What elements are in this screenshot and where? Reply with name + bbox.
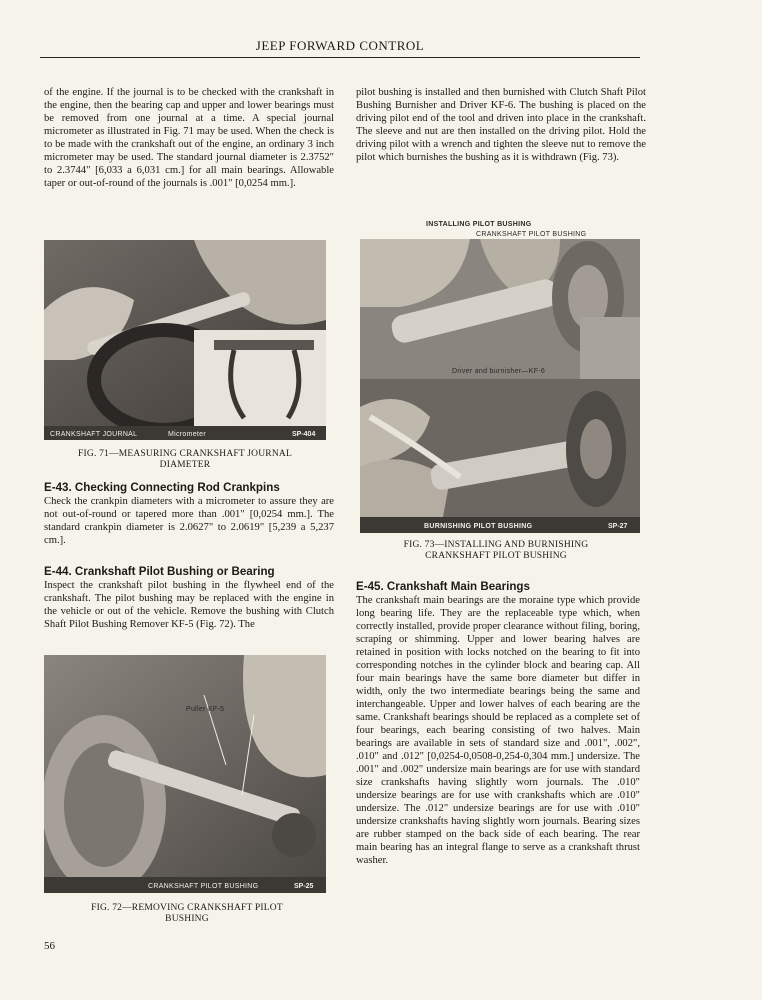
left-column: [44, 86, 334, 190]
fig73-label-driver: Driver and burnisher—KF-6: [452, 368, 546, 375]
fig72-caption: FIG. 72—REMOVING CRANKSHAFT PILOT BUSHING: [91, 903, 283, 924]
section-e45-text: The crankshaft main bearings are the moraine type which provide long bearing life. They are the replaceable type which, when correctly installed, provide proper clearance without filing, boring, scraping or shimming. Upper and lower bearing halves are retained in position with locks notched on the bearing to fit into corresponding notches in the cylinder block and bearing cap. All four main bearings have the same bore diameter but differ in width, only the two intermediate bearings being the same and interchangeable. Upper and lower halves of each bearing are the same. Crankshaft bearings should be replaced as a complete set of four bearings, each bearing consisting of two halves. Main bearings are available in sets of standard size and .001", .002", .010" and .012" [0,0254-0,0508-0,254-0,304 mm.] undersize. The .001" and .002" undersize main bearings are for use with standard size crankshafts having slightly worn journals. The .010" undersize bearings are for use with crankshafts which are .010" undersize. The .012" undersize bearings are for use with .010" undersize crankshafts having slightly worn journals. Bearing sizes are rubber stamped on the back side of each bearing. The rear main bearing has an integral flange to serve as a crankshaft thrust washer.: [356, 595, 640, 866]
section-e43-text: Check the crankpin diameters with a micrometer to assure they are not out-of-round or tapered more than .001" [0,0254 mm.]. The standard crankpin diameter is 2.0627" to 2.0619" [5,239 a 5,237 cm.].: [44, 496, 334, 546]
fig73-caption: FIG. 73—INSTALLING AND BURNISHING CRANKSHAFT PILOT BUSHING: [403, 540, 589, 561]
fig73-label-burnishing: BURNISHING PILOT BUSHING: [424, 523, 533, 530]
intro-paragraph-left: of the engine. If the journal is to be checked with the crankshaft in the engine, then the bearing cap and upper and lower bearings must be removed from one journal at a time. A special journal micrometer as illustrated in Fig. 71 may be used. When the check is to be made with the crankshaft out of the engine, an ordinary 3 inch micrometer may be used. The standard journal diameter is 2.3752" to 2.3744" [6,033 a 6,031 cm.] for all main bearings. Allowable taper or out-of-round of the journals is .001" [0,0254 mm.].: [44, 87, 334, 189]
section-e43-heading: E-43. Checking Connecting Rod Crankpins: [44, 481, 280, 494]
fig73-label-installing: INSTALLING PILOT BUSHING: [426, 221, 532, 228]
section-e44: [44, 565, 334, 631]
fig72-label-bushing: CRANKSHAFT PILOT BUSHING: [148, 883, 259, 890]
intro-paragraph-right: pilot bushing is installed and then burnished with Clutch Shaft Pilot Bushing Burnisher and Driver KF-6. The bushing is placed on the driving pilot end of the tool and driven into place in the crankshaft. The sleeve and nut are then installed on the driving pilot. Hold the driving pilot with a wrench and tighten the sleeve nut to remove the pilot which burnishes the bushing as it is withdrawn (Fig. 73).: [356, 87, 646, 163]
fig71-caption: FIG. 71—MEASURING CRANKSHAFT JOURNAL DIAMETER: [78, 449, 292, 470]
section-e45-heading: E-45. Crankshaft Main Bearings: [356, 580, 530, 593]
right-column: [356, 86, 646, 164]
section-e45: [356, 580, 640, 867]
header-rule: [40, 57, 640, 58]
fig72-label-code: SP-25: [294, 883, 314, 890]
page-number: 56: [44, 940, 55, 952]
fig71-photo: [44, 240, 326, 440]
fig73-photo: [360, 217, 640, 533]
fig71-label-journal: CRANKSHAFT JOURNAL: [50, 431, 138, 438]
section-e43: [44, 481, 334, 547]
fig71-label-micrometer: Micrometer: [168, 431, 207, 438]
section-e44-text: Inspect the crankshaft pilot bushing in the flywheel end of the crankshaft. The pilot bushing may be replaced with the engine in the vehicle or out of the vehicle. Remove the bushing with Clutch Shaft Pilot Bushing Remover KF-5 (Fig. 72). The: [44, 580, 334, 630]
section-e44-heading: E-44. Crankshaft Pilot Bushing or Bearing: [44, 565, 275, 578]
fig72-label-puller: Puller KF-5: [186, 706, 225, 713]
running-header: JEEP FORWARD CONTROL: [255, 38, 425, 53]
fig71-label-code: SP-404: [292, 431, 316, 438]
fig72-photo: [44, 655, 326, 893]
fig73-label-code: SP-27: [608, 523, 628, 530]
fig73-label-crank-bushing: CRANKSHAFT PILOT BUSHING: [476, 231, 587, 238]
